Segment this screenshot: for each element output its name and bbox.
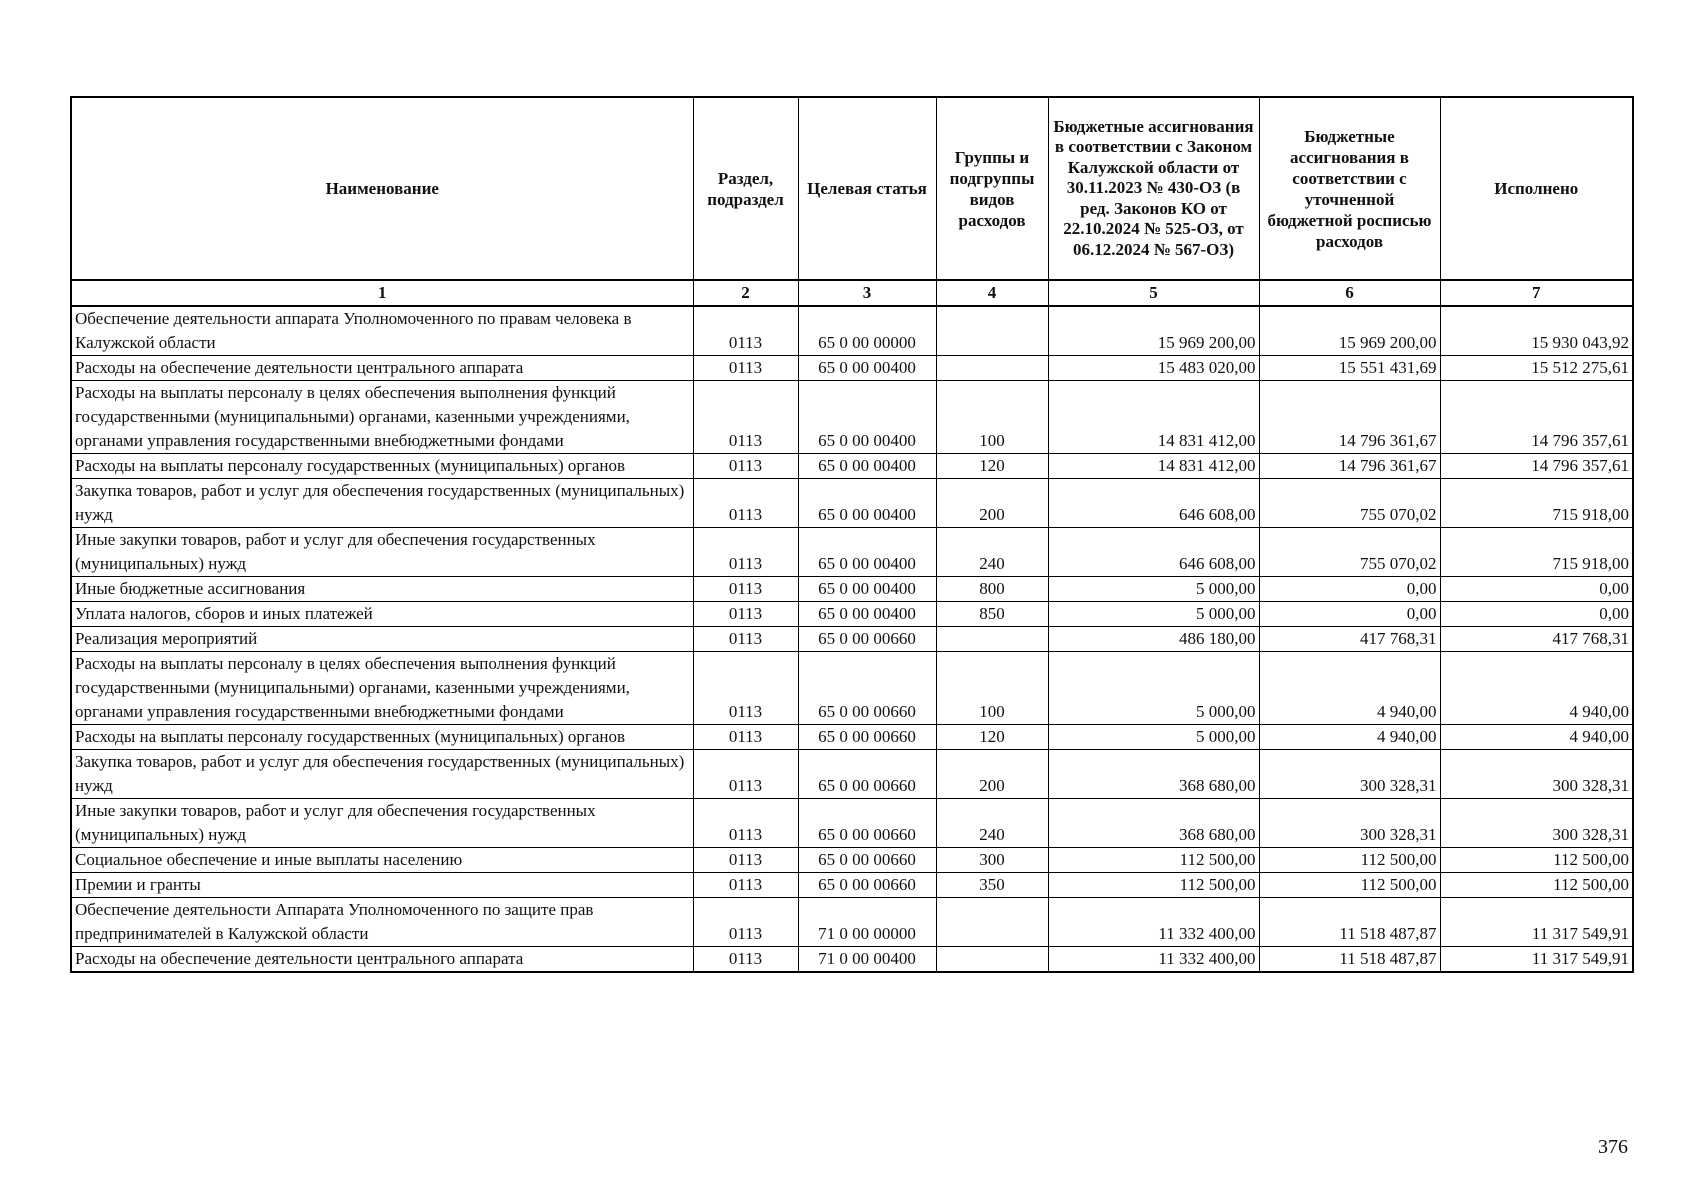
row-group: 120	[936, 725, 1048, 750]
row-section: 0113	[693, 602, 798, 627]
row-group: 240	[936, 528, 1048, 577]
table-row	[71, 528, 1633, 577]
row-name: Социальное обеспечение и иные выплаты населению	[71, 848, 693, 873]
row-section: 0113	[693, 848, 798, 873]
row-name: Расходы на выплаты персоналу государственных (муниципальных) органов	[71, 725, 693, 750]
row-target: 65 0 00 00660	[798, 652, 936, 725]
row-name: Расходы на выплаты персоналу в целях обеспечения выполнения функций государственными (муниципальными) органами, казенными учреждениями, органами управления государственными внебюджетными фондами	[71, 652, 693, 725]
row-target: 65 0 00 00400	[798, 528, 936, 577]
row-name: Расходы на обеспечение деятельности центрального аппарата	[71, 356, 693, 381]
table-row	[71, 799, 1633, 848]
column-number: 3	[798, 280, 936, 306]
row-target: 65 0 00 00400	[798, 356, 936, 381]
header-law-allocations: Бюджетные ассигнования в соответствии с Законом Калужской области от 30.11.2023 № 430-ОЗ (в ред. Законов КО от 22.10.2024 № 525-ОЗ, от 06.12.2024 № 567-ОЗ)	[1048, 97, 1259, 280]
row-section: 0113	[693, 898, 798, 947]
row-name: Премии и гранты	[71, 873, 693, 898]
row-refined-amount: 755 070,02	[1259, 528, 1440, 577]
row-group	[936, 898, 1048, 947]
header-name: Наименование	[71, 97, 693, 280]
row-target: 65 0 00 00400	[798, 577, 936, 602]
header-row	[71, 97, 1633, 280]
row-law-amount: 368 680,00	[1048, 750, 1259, 799]
table-row	[71, 306, 1633, 356]
row-name: Иные закупки товаров, работ и услуг для обеспечения государственных (муниципальных) нужд	[71, 528, 693, 577]
row-group: 240	[936, 799, 1048, 848]
row-target: 65 0 00 00660	[798, 848, 936, 873]
row-target: 65 0 00 00400	[798, 381, 936, 454]
row-name: Обеспечение деятельности Аппарата Уполномоченного по защите прав предпринимателей в Калужской области	[71, 898, 693, 947]
row-section: 0113	[693, 947, 798, 973]
table-row	[71, 873, 1633, 898]
row-section: 0113	[693, 725, 798, 750]
row-law-amount: 15 969 200,00	[1048, 306, 1259, 356]
row-name: Расходы на выплаты персоналу государственных (муниципальных) органов	[71, 454, 693, 479]
row-group: 350	[936, 873, 1048, 898]
row-target: 65 0 00 00400	[798, 454, 936, 479]
row-refined-amount: 417 768,31	[1259, 627, 1440, 652]
row-refined-amount: 11 518 487,87	[1259, 898, 1440, 947]
header-target: Целевая статья	[798, 97, 936, 280]
table-row	[71, 479, 1633, 528]
row-group	[936, 947, 1048, 973]
column-number: 7	[1440, 280, 1633, 306]
row-refined-amount: 300 328,31	[1259, 799, 1440, 848]
table-row	[71, 947, 1633, 973]
table-row	[71, 356, 1633, 381]
row-section: 0113	[693, 577, 798, 602]
row-target: 65 0 00 00660	[798, 873, 936, 898]
row-executed-amount: 417 768,31	[1440, 627, 1633, 652]
row-law-amount: 5 000,00	[1048, 577, 1259, 602]
row-executed-amount: 4 940,00	[1440, 652, 1633, 725]
row-group: 120	[936, 454, 1048, 479]
column-number-row	[71, 280, 1633, 306]
row-section: 0113	[693, 306, 798, 356]
row-law-amount: 5 000,00	[1048, 725, 1259, 750]
table-row	[71, 577, 1633, 602]
table-row	[71, 627, 1633, 652]
row-refined-amount: 755 070,02	[1259, 479, 1440, 528]
row-section: 0113	[693, 873, 798, 898]
row-refined-amount: 112 500,00	[1259, 848, 1440, 873]
row-group: 200	[936, 750, 1048, 799]
table-row	[71, 898, 1633, 947]
row-law-amount: 112 500,00	[1048, 848, 1259, 873]
row-name: Реализация мероприятий	[71, 627, 693, 652]
column-number: 6	[1259, 280, 1440, 306]
table-row	[71, 848, 1633, 873]
row-refined-amount: 11 518 487,87	[1259, 947, 1440, 973]
row-executed-amount: 112 500,00	[1440, 848, 1633, 873]
row-law-amount: 5 000,00	[1048, 652, 1259, 725]
row-law-amount: 11 332 400,00	[1048, 898, 1259, 947]
row-law-amount: 5 000,00	[1048, 602, 1259, 627]
table-row	[71, 725, 1633, 750]
row-name: Иные закупки товаров, работ и услуг для обеспечения государственных (муниципальных) нужд	[71, 799, 693, 848]
row-target: 65 0 00 00400	[798, 602, 936, 627]
header-groups: Группы и подгруппы видов расходов	[936, 97, 1048, 280]
table-row	[71, 454, 1633, 479]
row-executed-amount: 14 796 357,61	[1440, 454, 1633, 479]
row-executed-amount: 11 317 549,91	[1440, 898, 1633, 947]
column-number: 5	[1048, 280, 1259, 306]
row-law-amount: 646 608,00	[1048, 479, 1259, 528]
row-refined-amount: 15 551 431,69	[1259, 356, 1440, 381]
row-target: 65 0 00 00660	[798, 799, 936, 848]
row-law-amount: 14 831 412,00	[1048, 381, 1259, 454]
row-name: Расходы на обеспечение деятельности центрального аппарата	[71, 947, 693, 973]
row-refined-amount: 14 796 361,67	[1259, 454, 1440, 479]
row-law-amount: 11 332 400,00	[1048, 947, 1259, 973]
row-group: 200	[936, 479, 1048, 528]
row-target: 65 0 00 00000	[798, 306, 936, 356]
row-refined-amount: 14 796 361,67	[1259, 381, 1440, 454]
column-number: 2	[693, 280, 798, 306]
column-number: 1	[71, 280, 693, 306]
row-group	[936, 356, 1048, 381]
row-section: 0113	[693, 799, 798, 848]
row-section: 0113	[693, 454, 798, 479]
row-section: 0113	[693, 381, 798, 454]
row-executed-amount: 715 918,00	[1440, 479, 1633, 528]
header-executed: Исполнено	[1440, 97, 1633, 280]
header-refined-allocations: Бюджетные ассигнования в соответствии с уточненной бюджетной росписью расходов	[1259, 97, 1440, 280]
row-target: 71 0 00 00400	[798, 947, 936, 973]
row-group: 300	[936, 848, 1048, 873]
table-row	[71, 602, 1633, 627]
row-group	[936, 306, 1048, 356]
row-name: Закупка товаров, работ и услуг для обеспечения государственных (муниципальных) нужд	[71, 750, 693, 799]
row-refined-amount: 4 940,00	[1259, 652, 1440, 725]
row-executed-amount: 300 328,31	[1440, 799, 1633, 848]
row-law-amount: 646 608,00	[1048, 528, 1259, 577]
row-refined-amount: 4 940,00	[1259, 725, 1440, 750]
row-executed-amount: 0,00	[1440, 577, 1633, 602]
row-law-amount: 15 483 020,00	[1048, 356, 1259, 381]
row-law-amount: 14 831 412,00	[1048, 454, 1259, 479]
row-section: 0113	[693, 528, 798, 577]
row-law-amount: 486 180,00	[1048, 627, 1259, 652]
row-law-amount: 112 500,00	[1048, 873, 1259, 898]
row-group: 100	[936, 381, 1048, 454]
row-target: 65 0 00 00660	[798, 725, 936, 750]
row-executed-amount: 15 930 043,92	[1440, 306, 1633, 356]
row-target: 65 0 00 00660	[798, 750, 936, 799]
row-section: 0113	[693, 652, 798, 725]
row-name: Обеспечение деятельности аппарата Уполномоченного по правам человека в Калужской области	[71, 306, 693, 356]
header-section: Раздел, подраздел	[693, 97, 798, 280]
row-executed-amount: 715 918,00	[1440, 528, 1633, 577]
row-name: Уплата налогов, сборов и иных платежей	[71, 602, 693, 627]
row-executed-amount: 112 500,00	[1440, 873, 1633, 898]
row-law-amount: 368 680,00	[1048, 799, 1259, 848]
row-target: 65 0 00 00660	[798, 627, 936, 652]
row-target: 71 0 00 00000	[798, 898, 936, 947]
row-section: 0113	[693, 750, 798, 799]
row-executed-amount: 11 317 549,91	[1440, 947, 1633, 973]
row-group: 100	[936, 652, 1048, 725]
row-refined-amount: 112 500,00	[1259, 873, 1440, 898]
row-section: 0113	[693, 479, 798, 528]
row-executed-amount: 4 940,00	[1440, 725, 1633, 750]
row-refined-amount: 0,00	[1259, 602, 1440, 627]
row-name: Расходы на выплаты персоналу в целях обеспечения выполнения функций государственными (муниципальными) органами, казенными учреждениями, органами управления государственными внебюджетными фондами	[71, 381, 693, 454]
row-executed-amount: 15 512 275,61	[1440, 356, 1633, 381]
column-number: 4	[936, 280, 1048, 306]
row-group	[936, 627, 1048, 652]
table-row	[71, 750, 1633, 799]
row-section: 0113	[693, 627, 798, 652]
row-refined-amount: 300 328,31	[1259, 750, 1440, 799]
page-number: 376	[1598, 1136, 1628, 1158]
row-executed-amount: 0,00	[1440, 602, 1633, 627]
row-refined-amount: 0,00	[1259, 577, 1440, 602]
row-name: Иные бюджетные ассигнования	[71, 577, 693, 602]
table-row	[71, 652, 1633, 725]
row-executed-amount: 300 328,31	[1440, 750, 1633, 799]
row-refined-amount: 15 969 200,00	[1259, 306, 1440, 356]
row-name: Закупка товаров, работ и услуг для обеспечения государственных (муниципальных) нужд	[71, 479, 693, 528]
row-executed-amount: 14 796 357,61	[1440, 381, 1633, 454]
budget-table	[70, 96, 1634, 973]
row-group: 800	[936, 577, 1048, 602]
table-row	[71, 381, 1633, 454]
row-target: 65 0 00 00400	[798, 479, 936, 528]
row-section: 0113	[693, 356, 798, 381]
row-group: 850	[936, 602, 1048, 627]
table-body	[71, 306, 1633, 972]
